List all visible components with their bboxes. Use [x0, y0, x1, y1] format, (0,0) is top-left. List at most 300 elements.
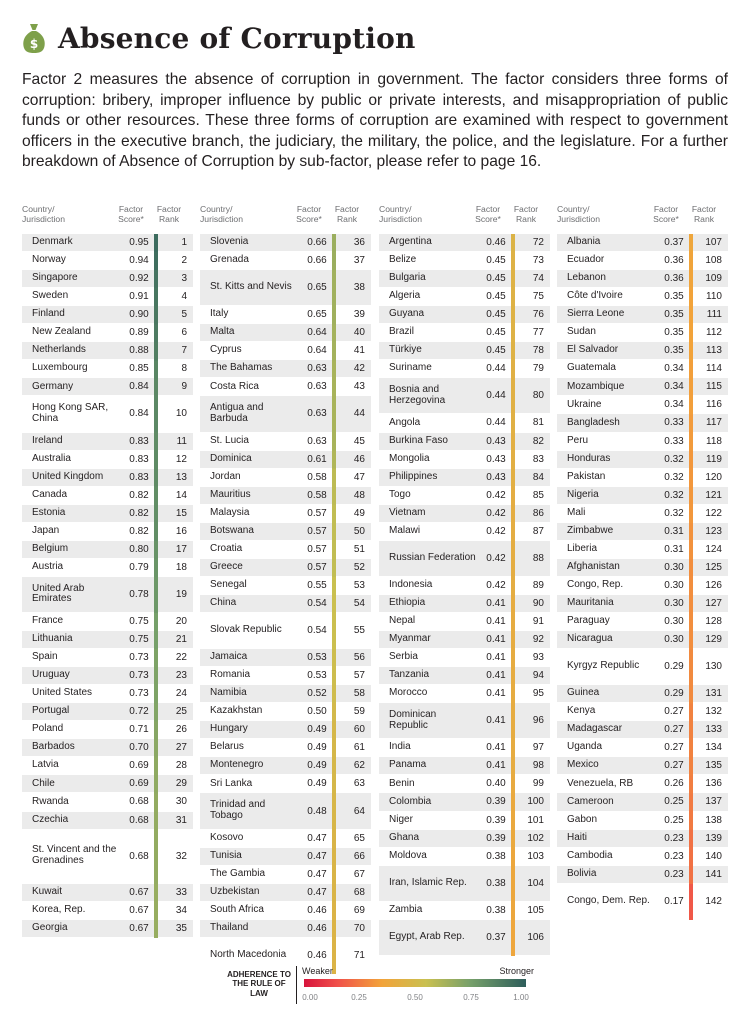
header-factor: Factor: [513, 204, 539, 214]
country-name: Haiti: [567, 831, 588, 843]
factor-score: 0.82: [129, 507, 149, 519]
factor-rank: 107: [705, 237, 722, 249]
factor-score: 0.49: [307, 760, 327, 772]
country-name: Costa Rica: [210, 380, 259, 392]
factor-score: 0.45: [486, 255, 506, 267]
factor-score: 0.29: [664, 661, 684, 673]
country-name: Uruguay: [32, 669, 70, 681]
country-name: Chile: [32, 777, 55, 789]
country-name: Dominica: [210, 452, 252, 464]
factor-rank: 106: [527, 931, 544, 943]
legend-stronger: Stronger: [499, 966, 534, 976]
factor-score: 0.52: [307, 688, 327, 700]
legend-gradient-bar: [304, 979, 526, 987]
score-color-bar: [511, 234, 515, 956]
table-row: [22, 360, 193, 378]
table-row: [379, 631, 550, 649]
table-row: [22, 505, 193, 523]
country-name: Senegal: [210, 579, 247, 591]
factor-rank: 114: [706, 363, 722, 375]
factor-score: 0.42: [486, 525, 506, 537]
factor-score: 0.32: [664, 507, 684, 519]
factor-score: 0.41: [486, 742, 506, 754]
country-name: The Gambia: [210, 867, 266, 879]
factor-rank: 13: [175, 471, 187, 483]
factor-score: 0.44: [486, 417, 506, 429]
ranking-column-3: [379, 204, 550, 956]
factor-score: 0.63: [307, 408, 327, 420]
country-name: Norway: [32, 254, 66, 266]
country-name: Guinea: [567, 687, 600, 699]
factor-score: 0.94: [129, 255, 149, 267]
factor-score: 0.67: [129, 922, 149, 934]
country-name: Nicaragua: [567, 633, 613, 645]
country-name: Mauritania: [567, 597, 614, 609]
factor-score: 0.82: [129, 489, 149, 501]
country-name: Cameroon: [567, 795, 614, 807]
country-name: Gabon: [567, 813, 598, 825]
factor-score: 0.31: [664, 543, 684, 555]
table-row: [557, 559, 728, 577]
table-row: [557, 848, 728, 866]
country-name: Algeria: [389, 290, 421, 302]
header-score: Score*: [118, 214, 144, 224]
factor-score: 0.54: [307, 625, 327, 637]
header-factor: Factor: [296, 204, 322, 214]
table-row: [379, 902, 550, 920]
table-row: [200, 451, 371, 469]
factor-score: 0.42: [486, 507, 506, 519]
table-row: [379, 667, 550, 685]
factor-score: 0.80: [129, 543, 149, 555]
header-country: Country/: [200, 204, 233, 214]
table-row: [200, 595, 371, 613]
factor-rank: 33: [175, 886, 187, 898]
factor-score: 0.47: [307, 886, 327, 898]
table-row: [200, 342, 371, 360]
factor-rank: 92: [532, 634, 544, 646]
factor-score: 0.73: [129, 652, 149, 664]
factor-rank: 108: [705, 255, 722, 267]
factor-rank: 39: [353, 309, 365, 321]
country-name: Italy: [210, 308, 229, 320]
factor-rank: 117: [706, 417, 722, 429]
header-country: Country/: [379, 204, 412, 214]
factor-rank: 113: [706, 345, 722, 357]
factor-score: 0.83: [129, 435, 149, 447]
factor-rank: 62: [353, 760, 365, 772]
table-row: [200, 559, 371, 577]
table-row: [379, 252, 550, 270]
factor-score: 0.39: [486, 814, 506, 826]
country-name: Moldova: [389, 849, 427, 861]
factor-score: 0.36: [664, 273, 684, 285]
factor-rank: 27: [175, 742, 187, 754]
factor-rank: 36: [353, 237, 365, 249]
factor-rank: 73: [532, 255, 544, 267]
table-row: [200, 866, 371, 884]
factor-rank: 94: [532, 670, 544, 682]
factor-score: 0.43: [486, 471, 506, 483]
country-name: Vietnam: [389, 506, 426, 518]
header-score: Score*: [475, 214, 501, 224]
factor-rank: 17: [175, 543, 187, 555]
table-row: [22, 487, 193, 505]
factor-rank: 56: [353, 652, 365, 664]
table-row: [22, 451, 193, 469]
country-name: Tunisia: [210, 849, 242, 861]
factor-score: 0.67: [129, 904, 149, 916]
table-row: [379, 324, 550, 342]
factor-rank: 26: [175, 724, 187, 736]
legend-divider: [296, 966, 297, 1004]
factor-score: 0.39: [486, 832, 506, 844]
country-name: Namibia: [210, 687, 247, 699]
factor-score: 0.46: [307, 922, 327, 934]
header-jurisdiction: Jurisdiction: [200, 214, 243, 224]
factor-rank: 124: [705, 543, 722, 555]
factor-rank: 118: [706, 435, 722, 447]
country-name: North Macedonia: [210, 948, 287, 960]
header-factor: Factor: [156, 204, 182, 214]
factor-score: 0.83: [129, 453, 149, 465]
factor-rank: 120: [705, 471, 722, 483]
factor-score: 0.49: [307, 778, 327, 790]
table-row: [557, 830, 728, 848]
table-row: [379, 541, 550, 577]
factor-rank: 88: [532, 552, 544, 564]
country-name: Cyprus: [210, 344, 242, 356]
factor-score: 0.58: [307, 489, 327, 501]
country-name: Singapore: [32, 272, 78, 284]
factor-score: 0.38: [486, 877, 506, 889]
table-row: [557, 757, 728, 775]
factor-score: 0.33: [664, 417, 684, 429]
country-name: Latvia: [32, 759, 59, 771]
table-row: [557, 793, 728, 811]
table-row: [22, 270, 193, 288]
factor-score: 0.41: [486, 670, 506, 682]
factor-score: 0.30: [664, 579, 684, 591]
table-row: [22, 739, 193, 757]
country-name: Australia: [32, 452, 71, 464]
country-name: Togo: [389, 488, 411, 500]
table-row: [22, 469, 193, 487]
table-row: [557, 703, 728, 721]
table-row: [379, 234, 550, 252]
factor-rank: 60: [353, 724, 365, 736]
factor-score: 0.23: [664, 868, 684, 880]
table-row: [22, 324, 193, 342]
country-name: St. Vincent and the Grenadines: [32, 844, 117, 867]
factor-rank: 121: [705, 489, 722, 501]
table-row: [200, 469, 371, 487]
ranking-rows: [379, 234, 550, 956]
factor-rank: 103: [527, 850, 544, 862]
factor-rank: 86: [532, 507, 544, 519]
page-title: Absence of Corruption: [58, 21, 416, 55]
factor-score: 0.41: [486, 634, 506, 646]
factor-rank: 3: [181, 273, 187, 285]
table-row: [200, 324, 371, 342]
country-name: St. Kitts and Nevis: [210, 281, 292, 293]
factor-rank: 23: [175, 670, 187, 682]
table-row: [557, 451, 728, 469]
country-name: Sri Lanka: [210, 777, 253, 789]
factor-rank: 18: [175, 561, 187, 573]
header-rank: Rank: [158, 214, 180, 224]
table-row: [557, 270, 728, 288]
score-color-bar: [154, 234, 158, 938]
factor-score: 0.82: [129, 525, 149, 537]
country-name: Sweden: [32, 290, 69, 302]
factor-score: 0.45: [486, 327, 506, 339]
factor-rank: 135: [705, 760, 722, 772]
factor-score: 0.32: [664, 489, 684, 501]
factor-score: 0.30: [664, 616, 684, 627]
factor-rank: 32: [175, 850, 187, 862]
header-factor: Factor: [691, 204, 717, 214]
country-name: Denmark: [32, 236, 73, 248]
factor-rank: 11: [176, 435, 187, 447]
factor-score: 0.26: [664, 778, 684, 790]
factor-score: 0.48: [307, 805, 327, 817]
factor-score: 0.43: [486, 435, 506, 447]
factor-score: 0.34: [664, 381, 684, 393]
factor-rank: 81: [532, 417, 544, 429]
country-name: Serbia: [389, 651, 418, 663]
ranking-column-2: [200, 204, 371, 974]
country-name: Greece: [210, 560, 243, 572]
factor-rank: 45: [353, 435, 365, 447]
factor-rank: 142: [705, 895, 722, 907]
factor-rank: 89: [532, 579, 544, 591]
factor-rank: 95: [532, 688, 544, 700]
table-row: [200, 306, 371, 324]
table-row: [22, 234, 193, 252]
table-row: [22, 775, 193, 793]
factor-rank: 61: [353, 742, 365, 754]
table-row: [379, 920, 550, 956]
factor-rank: 71: [353, 949, 365, 961]
factor-rank: 112: [706, 327, 722, 339]
country-name: Mauritius: [210, 488, 251, 500]
score-color-bar: [332, 234, 336, 974]
table-row: [557, 288, 728, 306]
factor-rank: 87: [532, 525, 544, 537]
factor-rank: 128: [705, 616, 722, 627]
factor-score: 0.61: [307, 453, 327, 465]
table-row: [200, 793, 371, 829]
factor-rank: 91: [532, 616, 544, 627]
country-name: Türkiye: [389, 344, 422, 356]
factor-score: 0.90: [129, 309, 149, 321]
factor-rank: 6: [181, 327, 187, 339]
factor-score: 0.40: [486, 778, 506, 790]
country-name: Bosnia and Herzegovina: [389, 384, 446, 406]
factor-score: 0.83: [129, 471, 149, 483]
country-name: Lithuania: [32, 633, 73, 645]
factor-rank: 31: [175, 814, 187, 826]
country-name: Indonesia: [389, 579, 433, 591]
country-name: Madagascar: [567, 723, 623, 735]
table-row: [379, 757, 550, 775]
factor-score: 0.45: [486, 309, 506, 321]
factor-score: 0.27: [664, 760, 684, 772]
factor-rank: 97: [532, 742, 544, 754]
table-row: [379, 378, 550, 414]
table-row: [200, 685, 371, 703]
factor-score: 0.68: [129, 796, 149, 808]
intro-paragraph: Factor 2 measures the absence of corruption in government. The factor considers three forms of corruption: bribery, improper influence by public or private interests, and misappropriation of public funds or other resources. These three forms of corruption are examined with respect to government officers in the executive branch, the judiciary, the military, the police, and the legislature. For a further breakdown of Absence of Corruption by sub-factor, please refer to page 16.: [22, 71, 728, 171]
factor-rank: 9: [181, 381, 187, 393]
factor-rank: 37: [353, 255, 365, 267]
table-row: [557, 739, 728, 757]
factor-score: 0.31: [664, 525, 684, 537]
factor-score: 0.85: [129, 363, 149, 375]
header-factor: Factor: [653, 204, 679, 214]
table-row: [22, 721, 193, 739]
country-name: Zimbabwe: [567, 524, 614, 536]
country-name: South Africa: [210, 903, 264, 915]
country-name: Antigua and Barbuda: [210, 402, 264, 424]
country-name: Croatia: [210, 542, 243, 554]
factor-rank: 127: [705, 597, 722, 609]
factor-score: 0.32: [664, 453, 684, 465]
table-row: [200, 252, 371, 270]
ranking-column-4: [557, 204, 728, 920]
factor-rank: 139: [705, 832, 722, 844]
factor-score: 0.78: [129, 588, 149, 600]
table-row: [557, 433, 728, 451]
factor-rank: 111: [706, 309, 722, 321]
country-name: China: [210, 597, 237, 609]
country-name: Belarus: [210, 741, 244, 753]
factor-rank: 2: [181, 255, 187, 267]
country-name: Cambodia: [567, 849, 613, 861]
table-row: [22, 288, 193, 306]
factor-rank: 126: [705, 579, 722, 591]
factor-rank: 84: [532, 471, 544, 483]
factor-score: 0.45: [486, 345, 506, 357]
country-name: Jamaica: [210, 651, 248, 663]
table-row: [22, 884, 193, 902]
table-row: [200, 487, 371, 505]
country-name: St. Lucia: [210, 434, 249, 446]
country-name: Hong Kong SAR, China: [32, 402, 109, 424]
country-name: Bangladesh: [567, 416, 620, 428]
factor-score: 0.92: [129, 273, 149, 285]
table-row: [22, 920, 193, 938]
factor-score: 0.37: [486, 931, 506, 943]
legend-tick: 0.50: [407, 993, 423, 1002]
table-row: [200, 396, 371, 432]
table-row: [379, 812, 550, 830]
table-row: [379, 739, 550, 757]
country-name: Slovak Republic: [210, 624, 282, 636]
table-row: [379, 775, 550, 793]
factor-score: 0.35: [664, 291, 684, 303]
country-name: Malawi: [389, 524, 421, 536]
factor-rank: 35: [175, 922, 187, 934]
table-row: [22, 902, 193, 920]
factor-score: 0.30: [664, 597, 684, 609]
factor-rank: 100: [527, 796, 544, 808]
factor-rank: 20: [175, 616, 187, 627]
table-row: [557, 577, 728, 595]
factor-rank: 25: [175, 706, 187, 718]
factor-score: 0.50: [307, 706, 327, 718]
factor-score: 0.41: [486, 616, 506, 627]
country-name: United Arab Emirates: [32, 582, 85, 605]
factor-score: 0.43: [486, 453, 506, 465]
factor-rank: 77: [532, 327, 544, 339]
factor-rank: 102: [527, 832, 544, 844]
table-row: [379, 703, 550, 739]
table-row: [557, 234, 728, 252]
factor-rank: 109: [705, 273, 722, 285]
factor-score: 0.38: [486, 850, 506, 862]
factor-score: 0.49: [307, 724, 327, 736]
factor-score: 0.57: [307, 525, 327, 537]
table-row: [379, 414, 550, 432]
table-row: [200, 721, 371, 739]
country-name: Burkina Faso: [389, 434, 448, 446]
legend-label: ADHERENCE TO THE RULE OF LAW: [227, 970, 291, 998]
table-row: [379, 848, 550, 866]
factor-rank: 74: [532, 273, 544, 285]
factor-score: 0.67: [129, 886, 149, 898]
factor-rank: 52: [353, 561, 365, 573]
country-name: United Kingdom: [32, 470, 104, 482]
factor-rank: 67: [353, 868, 365, 880]
color-legend: [226, 966, 536, 1008]
factor-score: 0.47: [307, 850, 327, 862]
factor-score: 0.27: [664, 742, 684, 754]
country-name: Barbados: [32, 741, 75, 753]
country-name: Belize: [389, 254, 417, 266]
country-name: Angola: [389, 416, 421, 428]
factor-rank: 125: [705, 561, 722, 573]
country-name: Ghana: [389, 831, 420, 843]
factor-rank: 93: [532, 652, 544, 664]
factor-score: 0.79: [129, 561, 149, 573]
factor-score: 0.47: [307, 868, 327, 880]
table-row: [22, 541, 193, 559]
country-name: Russian Federation: [389, 551, 476, 563]
factor-score: 0.30: [664, 561, 684, 573]
table-row: [557, 685, 728, 703]
country-name: Canada: [32, 488, 68, 500]
country-name: Botswana: [210, 524, 254, 536]
factor-score: 0.64: [307, 345, 327, 357]
country-name: Myanmar: [389, 633, 431, 645]
factor-rank: 47: [353, 471, 365, 483]
factor-score: 0.70: [129, 742, 149, 754]
country-name: Netherlands: [32, 344, 86, 356]
country-name: Suriname: [389, 362, 432, 374]
factor-rank: 136: [705, 778, 722, 790]
column-header: [557, 204, 728, 234]
factor-rank: 66: [353, 850, 365, 862]
table-row: [379, 360, 550, 378]
table-row: [200, 884, 371, 902]
country-name: Ukraine: [567, 398, 602, 410]
factor-rank: 141: [705, 868, 722, 880]
factor-score: 0.73: [129, 688, 149, 700]
table-row: [557, 523, 728, 541]
country-name: Czechia: [32, 813, 69, 825]
